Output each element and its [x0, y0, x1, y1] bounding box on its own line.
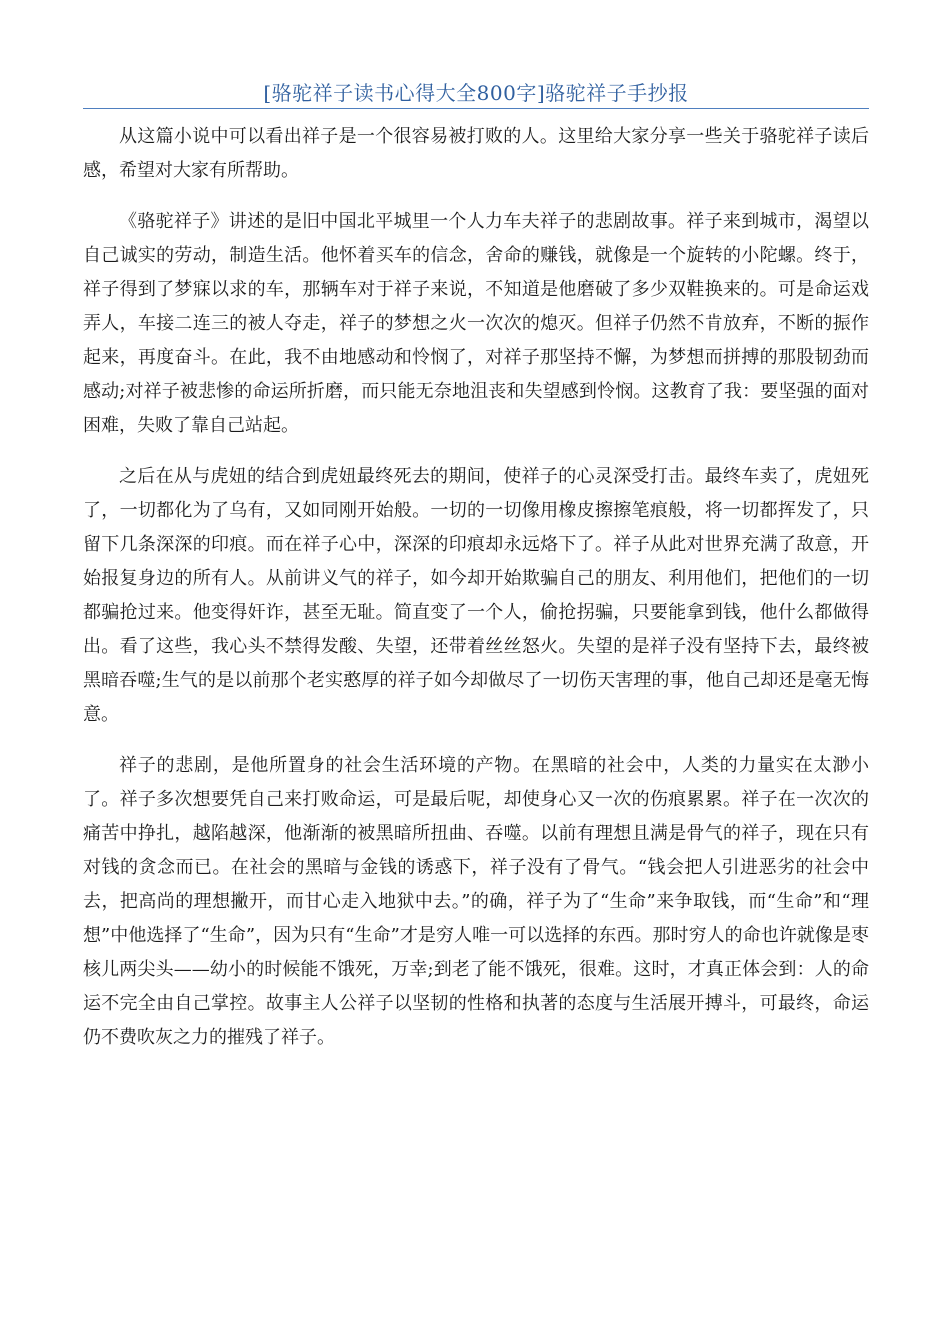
- page-header: [83, 80, 869, 109]
- paragraph-huniu: 之后在从与虎妞的结合到虎妞最终死去的期间，使祥子的心灵深受打击。最终车卖了，虎妞死了，一切都化为了乌有，又如同刚开始般。一切的一切像用橡皮擦擦笔痕般，将一切都挥发了，只留下几条深深的印痕。而在祥子心中，深深的印痕却永远烙下了。祥子从此对世界充满了敌意，开始报复身边的所有人。从前讲义气的祥子，如今却开始欺骗自己的朋友、利用他们，把他们的一切都骗抢过来。他变得奸诈，甚至无耻。简直变了一个人，偷抢拐骗，只要能拿到钱，他什么都做得出。看了这些，我心头不禁得发酸、失望，还带着丝丝怒火。失望的是祥子没有坚持下去，最终被黑暗吞噬;生气的是以前那个老实憨厚的祥子如今却做尽了一切伤天害理的事，他自己却还是毫无悔意。: [83, 466, 869, 725]
- page-title: [骆驼祥子读书心得大全800字]骆驼祥子手抄报: [263, 81, 689, 105]
- paragraph-tragedy: 祥子的悲剧，是他所置身的社会生活环境的产物。在黑暗的社会中，人类的力量实在太渺小了。祥子多次想要凭自己来打败命运，可是最后呢，却使身心又一次的伤痕累累。祥子在一次次的痛苦中挣扎，越陷越深，他渐渐的被黑暗所扭曲、吞噬。以前有理想且满是骨气的祥子，现在只有对钱的贪念而已。在社会的黑暗与金钱的诱惑下，祥子没有了骨气。“钱会把人引进恶劣的社会中去，把高尚的理想撇开，而甘心走入地狱中去。”的确，祥子为了“生命”来争取钱，而“生命”和“理想”中他选择了“生命”，因为只有“生命”才是穷人唯一可以选择的东西。那时穷人的命也许就像是枣核儿两尖头——幼小的时候能不饿死，万幸;到老了能不饿死，很难。这时，才真正体会到：人的命运不完全由自己掌控。故事主人公祥子以坚韧的性格和执著的态度与生活展开搏斗，可最终，命运仍不费吹灰之力的摧残了祥子。: [83, 755, 869, 1048]
- article-body: [83, 120, 869, 1072]
- paragraph-story-summary: 《骆驼祥子》讲述的是旧中国北平城里一个人力车夫祥子的悲剧故事。祥子来到城市，渴望以自己诚实的劳动，制造生活。他怀着买车的信念，舍命的赚钱，就像是一个旋转的小陀螺。终于，祥子得到了梦寐以求的车，那辆车对于祥子来说，不知道是他磨破了多少双鞋换来的。可是命运戏弄人，车接二连三的被人夺走，祥子的梦想之火一次次的熄灭。但祥子仍然不肯放弃，不断的振作起来，再度奋斗。在此，我不由地感动和怜悯了，对祥子那坚持不懈，为梦想而拼搏的那股韧劲而感动;对祥子被悲惨的命运所折磨，而只能无奈地沮丧和失望感到怜悯。这教育了我：要坚强的面对困难，失败了靠自己站起。: [83, 211, 869, 436]
- paragraph-intro: 从这篇小说中可以看出祥子是一个很容易被打败的人。这里给大家分享一些关于骆驼祥子读后感，希望对大家有所帮助。: [83, 126, 869, 181]
